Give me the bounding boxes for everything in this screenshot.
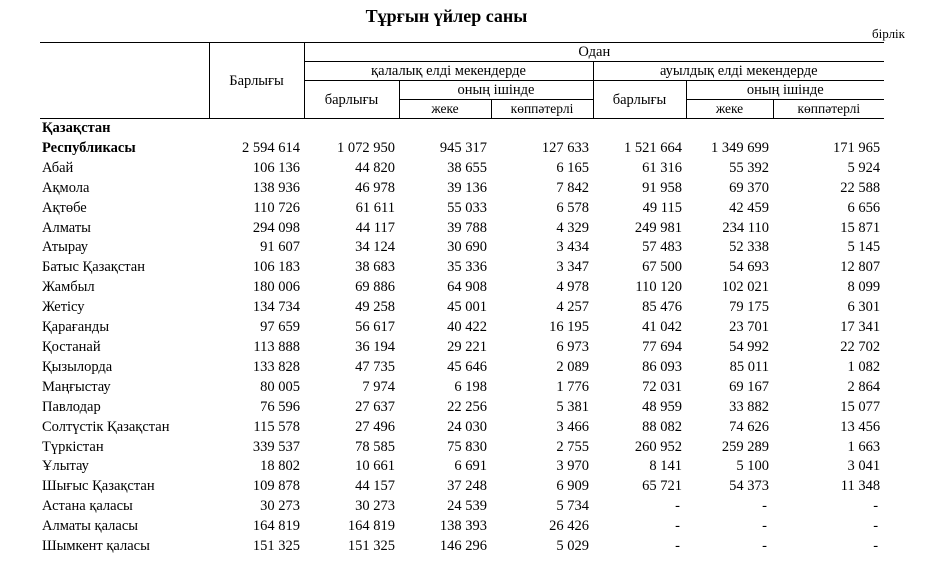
value-cell: 45 001 xyxy=(447,299,487,316)
value-cell: 3 041 xyxy=(847,458,881,475)
value-cell: - xyxy=(675,498,680,515)
region-name: Шымкент қаласы xyxy=(42,538,150,555)
value-cell: 6 973 xyxy=(556,338,589,355)
value-cell: 6 578 xyxy=(556,199,589,216)
value-cell: 91 958 xyxy=(642,179,682,196)
header-rural-multi: көппәтерлі xyxy=(773,100,884,119)
value-cell: - xyxy=(762,498,767,515)
region-name: Маңғыстау xyxy=(42,378,111,395)
value-cell: 34 124 xyxy=(355,239,395,256)
value-cell: - xyxy=(873,498,879,515)
value-cell: 1 776 xyxy=(556,378,589,395)
value-cell: 35 336 xyxy=(447,259,487,276)
table-row xyxy=(40,179,884,199)
table-row xyxy=(40,537,884,557)
value-cell: 56 617 xyxy=(355,319,395,336)
value-cell: 79 175 xyxy=(729,299,769,316)
value-cell: 17 341 xyxy=(840,319,881,336)
value-cell: 48 959 xyxy=(642,398,682,415)
value-cell: 1 082 xyxy=(847,358,881,375)
value-cell: 5 145 xyxy=(847,239,881,256)
region-name: Алматы xyxy=(42,219,91,236)
region-name: Павлодар xyxy=(42,398,101,415)
region-name: Қазақстан xyxy=(42,120,111,136)
value-cell: 134 734 xyxy=(252,299,300,316)
value-cell: 54 373 xyxy=(729,478,769,495)
value-cell: 138 393 xyxy=(439,518,487,535)
region-name: Батыс Қазақстан xyxy=(42,259,145,276)
value-cell: 3 434 xyxy=(556,239,589,256)
table-row xyxy=(40,477,884,497)
region-name: Жамбыл xyxy=(42,279,95,296)
value-cell: 29 221 xyxy=(447,338,487,355)
value-cell: 24 030 xyxy=(447,418,487,435)
table-row xyxy=(40,418,884,438)
table-row xyxy=(40,119,884,139)
region-name: Ақтөбе xyxy=(42,199,87,216)
value-cell: 13 456 xyxy=(840,418,881,435)
value-cell: 52 338 xyxy=(729,239,769,256)
value-cell: 3 466 xyxy=(556,418,589,435)
region-name: Қарағанды xyxy=(42,319,110,336)
value-cell: 39 788 xyxy=(447,219,487,236)
header-rural: ауылдық елді мекендерде xyxy=(593,62,884,81)
value-cell: 24 539 xyxy=(447,498,487,515)
value-cell: 91 607 xyxy=(260,239,300,256)
value-cell xyxy=(209,119,304,139)
value-cell: 76 596 xyxy=(260,398,300,415)
table-body xyxy=(40,119,884,557)
table-row xyxy=(40,219,884,239)
value-cell: 72 031 xyxy=(642,378,682,395)
value-cell: 77 694 xyxy=(642,338,682,355)
region-name: Қызылорда xyxy=(42,358,113,375)
value-cell: 259 289 xyxy=(721,438,769,455)
value-cell: 30 690 xyxy=(447,239,487,256)
value-cell: 6 198 xyxy=(454,378,487,395)
value-cell: 106 183 xyxy=(252,259,300,276)
value-cell: 54 992 xyxy=(729,338,769,355)
value-cell: 6 909 xyxy=(556,478,589,495)
value-cell: 260 952 xyxy=(634,438,682,455)
table-row xyxy=(40,238,884,258)
value-cell: - xyxy=(675,518,680,535)
value-cell: 36 194 xyxy=(355,338,395,355)
value-cell: 44 820 xyxy=(355,159,395,176)
value-cell: 86 093 xyxy=(642,358,682,375)
value-cell: 18 802 xyxy=(260,458,300,475)
value-cell: 8 141 xyxy=(649,458,682,475)
value-cell: 6 691 xyxy=(454,458,487,475)
table-row xyxy=(40,298,884,318)
value-cell: 85 011 xyxy=(729,358,769,375)
region-name: Шығыс Қазақстан xyxy=(42,478,155,495)
value-cell: 1 349 699 xyxy=(711,139,769,156)
value-cell xyxy=(686,119,773,139)
value-cell: 109 878 xyxy=(252,478,300,495)
region-name: Атырау xyxy=(42,239,89,256)
value-cell: 2 089 xyxy=(556,358,589,375)
value-cell: 1 521 664 xyxy=(624,139,682,156)
table-row xyxy=(40,358,884,378)
value-cell: 115 578 xyxy=(253,418,300,435)
region-name: Жетісу xyxy=(42,299,85,316)
value-cell: 1 072 950 xyxy=(337,139,395,156)
value-cell: 75 830 xyxy=(447,438,487,455)
value-cell: 40 422 xyxy=(447,319,487,336)
region-name: Астана қаласы xyxy=(42,498,133,515)
value-cell: 78 585 xyxy=(355,438,395,455)
value-cell: 85 476 xyxy=(642,299,682,316)
value-cell: 30 273 xyxy=(355,498,395,515)
value-cell: 16 195 xyxy=(549,319,589,336)
value-cell: 30 273 xyxy=(260,498,300,515)
value-cell: 22 256 xyxy=(447,398,487,415)
value-cell: 945 317 xyxy=(439,139,487,156)
value-cell: 3 970 xyxy=(556,458,589,475)
region-name: Солтүстік Қазақстан xyxy=(42,418,170,435)
region-name: Республикасы xyxy=(42,139,136,156)
value-cell xyxy=(304,119,399,139)
header-rural-subtotal: барлығы xyxy=(593,81,686,119)
header-urban-subtotal: барлығы xyxy=(304,81,399,119)
header-rural-including: оның ішінде xyxy=(686,81,884,100)
region-name: Алматы қаласы xyxy=(42,518,139,535)
value-cell: 180 006 xyxy=(252,279,300,296)
value-cell: 80 005 xyxy=(260,378,300,395)
value-cell: 33 882 xyxy=(729,398,769,415)
value-cell: 4 329 xyxy=(556,219,589,236)
table-row xyxy=(40,139,884,159)
value-cell: 69 167 xyxy=(729,378,769,395)
header-urban: қалалық елді мекендерде xyxy=(304,62,593,81)
value-cell: 39 136 xyxy=(447,179,487,196)
value-cell: 3 347 xyxy=(556,259,589,276)
table-row xyxy=(40,258,884,278)
header-total: Барлығы xyxy=(209,43,304,119)
value-cell: 171 965 xyxy=(832,139,881,156)
value-cell: 1 663 xyxy=(847,438,881,455)
table-row xyxy=(40,338,884,358)
value-cell: 11 348 xyxy=(840,478,881,495)
value-cell: 5 734 xyxy=(556,498,589,515)
table-row xyxy=(40,438,884,458)
header-of-which: Одан xyxy=(304,43,884,62)
value-cell: 46 978 xyxy=(355,179,395,196)
value-cell: 55 392 xyxy=(729,159,769,176)
region-name: Қостанай xyxy=(42,338,101,355)
value-cell: 69 370 xyxy=(729,179,769,196)
value-cell: 110 726 xyxy=(253,199,300,216)
value-cell: 49 258 xyxy=(355,299,395,316)
value-cell: 8 099 xyxy=(847,279,881,296)
value-cell: 15 077 xyxy=(840,398,881,415)
value-cell: 12 807 xyxy=(840,259,881,276)
value-cell: 164 819 xyxy=(252,518,300,535)
value-cell: 57 483 xyxy=(642,239,682,256)
value-cell: 15 871 xyxy=(840,219,881,236)
value-cell: 27 496 xyxy=(355,418,395,435)
value-cell xyxy=(399,119,491,139)
value-cell: 22 702 xyxy=(840,338,881,355)
region-name: Түркістан xyxy=(42,438,104,455)
value-cell: 5 100 xyxy=(736,458,769,475)
table-row xyxy=(40,457,884,477)
value-cell: 65 721 xyxy=(642,478,682,495)
value-cell: 97 659 xyxy=(260,319,300,336)
value-cell: 44 157 xyxy=(355,478,395,495)
value-cell: 7 842 xyxy=(556,179,589,196)
region-name: Ақмола xyxy=(42,179,90,196)
value-cell: 5 381 xyxy=(556,398,589,415)
value-cell: 61 611 xyxy=(355,199,395,216)
value-cell: 49 115 xyxy=(642,199,682,216)
value-cell: 151 325 xyxy=(252,538,300,555)
value-cell: 55 033 xyxy=(447,199,487,216)
value-cell: - xyxy=(675,538,680,555)
header-urban-including: оның ішінде xyxy=(399,81,593,100)
value-cell: 234 110 xyxy=(722,219,769,236)
value-cell: 7 974 xyxy=(362,378,395,395)
table-row xyxy=(40,278,884,298)
value-cell: 47 735 xyxy=(355,358,395,375)
table-row xyxy=(40,497,884,517)
value-cell: 67 500 xyxy=(642,259,682,276)
value-cell: 133 828 xyxy=(252,358,300,375)
value-cell: 10 661 xyxy=(355,458,395,475)
value-cell: 2 755 xyxy=(556,438,589,455)
header-urban-multi: көппәтерлі xyxy=(491,100,593,119)
value-cell: - xyxy=(873,538,879,555)
header-rural-private: жеке xyxy=(686,100,773,119)
value-cell: 249 981 xyxy=(634,219,682,236)
value-cell: 26 426 xyxy=(549,518,589,535)
page-title: Тұрғын үйлер саны xyxy=(365,6,528,26)
header-urban-private: жеке xyxy=(399,100,491,119)
value-cell: 38 683 xyxy=(355,259,395,276)
value-cell: 41 042 xyxy=(642,319,682,336)
value-cell: 6 301 xyxy=(847,299,881,316)
value-cell: 2 864 xyxy=(847,378,881,395)
table-row xyxy=(40,517,884,537)
table-row xyxy=(40,378,884,398)
unit-label: бірлік xyxy=(872,26,905,41)
value-cell: 44 117 xyxy=(355,219,395,236)
value-cell: 42 459 xyxy=(729,199,769,216)
value-cell: 64 908 xyxy=(447,279,487,296)
region-name: Ұлытау xyxy=(42,458,89,475)
value-cell xyxy=(491,119,593,139)
value-cell: - xyxy=(873,518,879,535)
value-cell: 38 655 xyxy=(447,159,487,176)
value-cell: 88 082 xyxy=(642,418,682,435)
value-cell: 102 021 xyxy=(721,279,769,296)
value-cell: 69 886 xyxy=(355,279,395,296)
value-cell: 23 701 xyxy=(729,319,769,336)
header-region-blank xyxy=(40,43,209,119)
value-cell: 22 588 xyxy=(840,179,881,196)
value-cell: 45 646 xyxy=(447,358,487,375)
value-cell: 151 325 xyxy=(347,538,395,555)
value-cell: 5 924 xyxy=(847,159,881,176)
value-cell: 4 257 xyxy=(556,299,589,316)
value-cell: 5 029 xyxy=(556,538,589,555)
value-cell: 37 248 xyxy=(447,478,487,495)
value-cell: 61 316 xyxy=(642,159,682,176)
value-cell xyxy=(593,119,686,139)
table-row xyxy=(40,199,884,219)
value-cell: 4 978 xyxy=(556,279,589,296)
region-name: Абай xyxy=(42,159,74,176)
table-row xyxy=(40,318,884,338)
value-cell: 339 537 xyxy=(252,438,300,455)
value-cell: 74 626 xyxy=(729,418,769,435)
value-cell: - xyxy=(762,518,767,535)
value-cell: 54 693 xyxy=(729,259,769,276)
value-cell: 106 136 xyxy=(252,159,300,176)
value-cell: 164 819 xyxy=(347,518,395,535)
value-cell: 113 888 xyxy=(253,338,300,355)
value-cell: - xyxy=(762,538,767,555)
value-cell: 6 165 xyxy=(556,159,589,176)
value-cell: 146 296 xyxy=(439,538,487,555)
table-row xyxy=(40,398,884,418)
value-cell: 138 936 xyxy=(252,179,300,196)
value-cell: 27 637 xyxy=(355,398,395,415)
value-cell xyxy=(773,119,884,139)
value-cell: 6 656 xyxy=(847,199,881,216)
housing-table xyxy=(40,42,884,557)
value-cell: 110 120 xyxy=(635,279,682,296)
value-cell: 2 594 614 xyxy=(242,139,300,156)
value-cell: 294 098 xyxy=(252,219,300,236)
table-row xyxy=(40,159,884,179)
value-cell: 127 633 xyxy=(541,139,589,156)
